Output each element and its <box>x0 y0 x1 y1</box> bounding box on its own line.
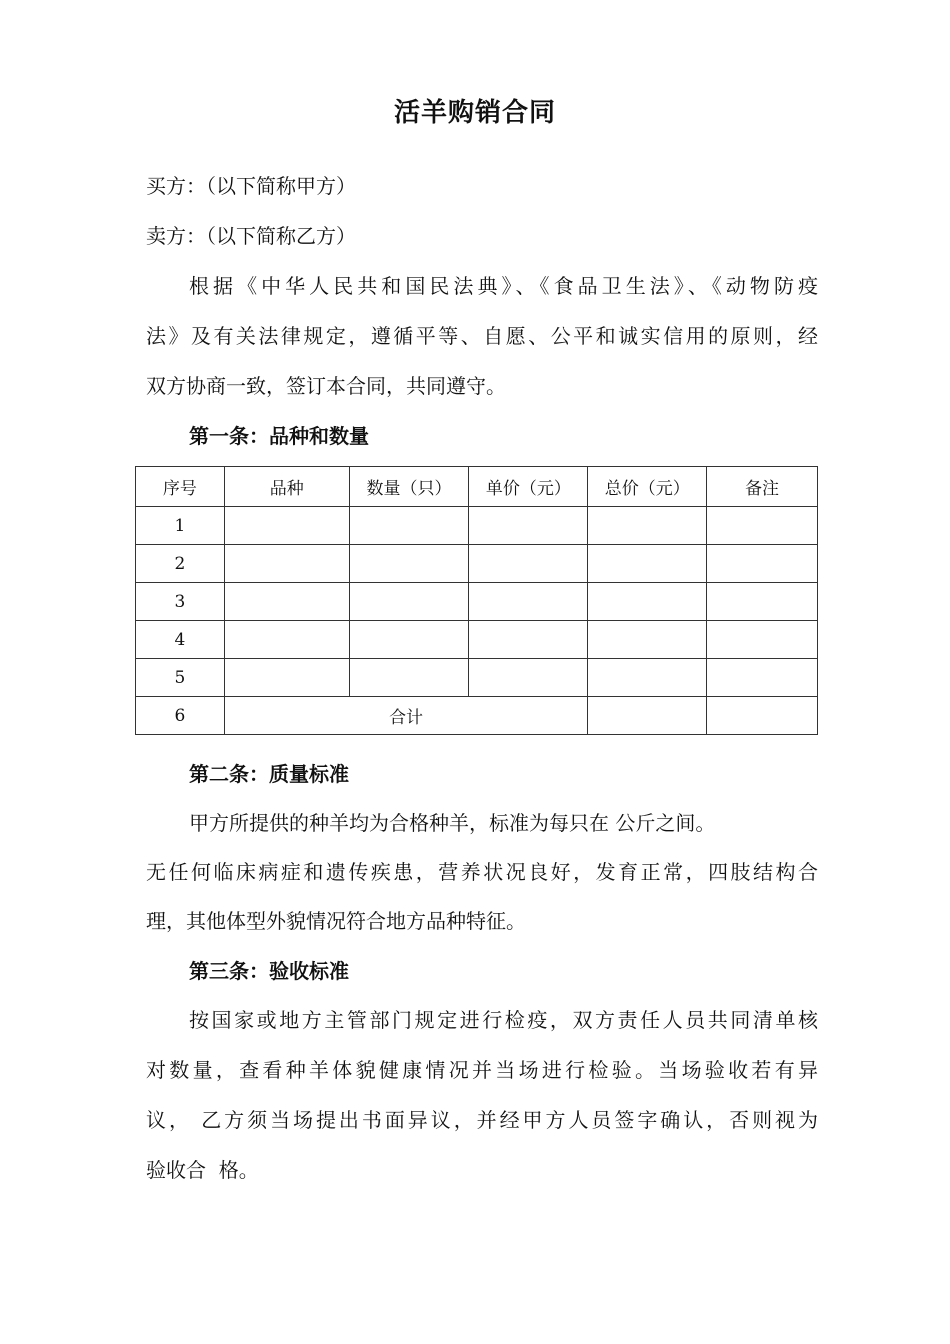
article3-line-2: 对数量，查看种羊体貌健康情况并当场进行检验。当场验收若有异 <box>146 1058 818 1082</box>
article2-line-3: 理，其他体型外貌情况符合地方品种特征。 <box>146 909 526 933</box>
table-row <box>136 545 818 583</box>
header-cell-index: 序号 <box>136 467 225 507</box>
article3-line-1: 按国家或地方主管部门规定进行检疫，双方责任人员共同清单核 <box>189 1008 818 1032</box>
total-price-cell <box>588 507 707 545</box>
remarks-cell <box>707 507 818 545</box>
total-price-cell <box>588 583 707 621</box>
header-cell-unit-price: 单价（元） <box>469 467 588 507</box>
quantity-cell <box>349 545 469 583</box>
article2-line-1: 甲方所提供的种羊均为合格种羊，标准为每只在 公斤之间。 <box>189 811 716 835</box>
row-index-cell: 5 <box>136 659 225 697</box>
article2-heading: 第二条：质量标准 <box>189 762 349 786</box>
total-price-cell <box>588 621 707 659</box>
article3-line-4: 验收合 格。 <box>146 1158 259 1182</box>
remarks-cell <box>707 697 818 735</box>
quantity-table <box>135 466 818 735</box>
row-index-cell: 4 <box>136 621 225 659</box>
variety-cell <box>224 583 349 621</box>
preamble-line-1: 根据《中华人民共和国民法典》、《食品卫生法》、《动物防疫 <box>189 274 818 298</box>
row-index-cell: 1 <box>136 507 225 545</box>
total-price-cell <box>588 697 707 735</box>
quantity-cell <box>349 583 469 621</box>
unit-price-cell <box>469 659 588 697</box>
quantity-cell <box>349 507 469 545</box>
quantity-cell <box>349 621 469 659</box>
header-cell-remarks: 备注 <box>707 467 818 507</box>
article1-heading: 第一条：品种和数量 <box>189 424 369 448</box>
seller-line: 卖方：（以下简称乙方） <box>146 224 356 248</box>
variety-cell <box>224 507 349 545</box>
total-price-cell <box>588 659 707 697</box>
remarks-cell <box>707 659 818 697</box>
preamble-line-3: 双方协商一致，签订本合同，共同遵守。 <box>146 374 506 398</box>
header-cell-quantity: 数量（只） <box>349 467 469 507</box>
row-index-cell: 3 <box>136 583 225 621</box>
table-row <box>136 507 818 545</box>
article3-line-3: 议， 乙方须当场提出书面异议，并经甲方人员签字确认，否则视为 <box>146 1108 818 1132</box>
unit-price-cell <box>469 621 588 659</box>
variety-cell <box>224 621 349 659</box>
table-row <box>136 659 818 697</box>
unit-price-cell <box>469 507 588 545</box>
variety-cell <box>224 659 349 697</box>
buyer-line: 买方：（以下简称甲方） <box>146 174 356 198</box>
header-cell-total-price: 总价（元） <box>588 467 707 507</box>
row-index-cell: 6 <box>136 697 225 735</box>
table-total-row <box>136 697 818 735</box>
table-header-row <box>136 467 818 507</box>
total-price-cell <box>588 545 707 583</box>
preamble-line-2: 法》及有关法律规定，遵循平等、自愿、公平和诚实信用的原则，经 <box>146 324 818 348</box>
remarks-cell <box>707 545 818 583</box>
unit-price-cell <box>469 583 588 621</box>
table-row <box>136 583 818 621</box>
remarks-cell <box>707 621 818 659</box>
page-title: 活羊购销合同 <box>393 98 556 128</box>
unit-price-cell <box>469 545 588 583</box>
variety-cell <box>224 545 349 583</box>
article2-line-2: 无任何临床病症和遗传疾患，营养状况良好，发育正常，四肢结构合 <box>146 860 818 884</box>
row-index-cell: 2 <box>136 545 225 583</box>
article3-heading: 第三条：验收标准 <box>189 959 349 983</box>
remarks-cell <box>707 583 818 621</box>
table-row <box>136 621 818 659</box>
quantity-cell <box>349 659 469 697</box>
total-label-cell: 合计 <box>224 697 587 735</box>
header-cell-variety: 品种 <box>224 467 349 507</box>
